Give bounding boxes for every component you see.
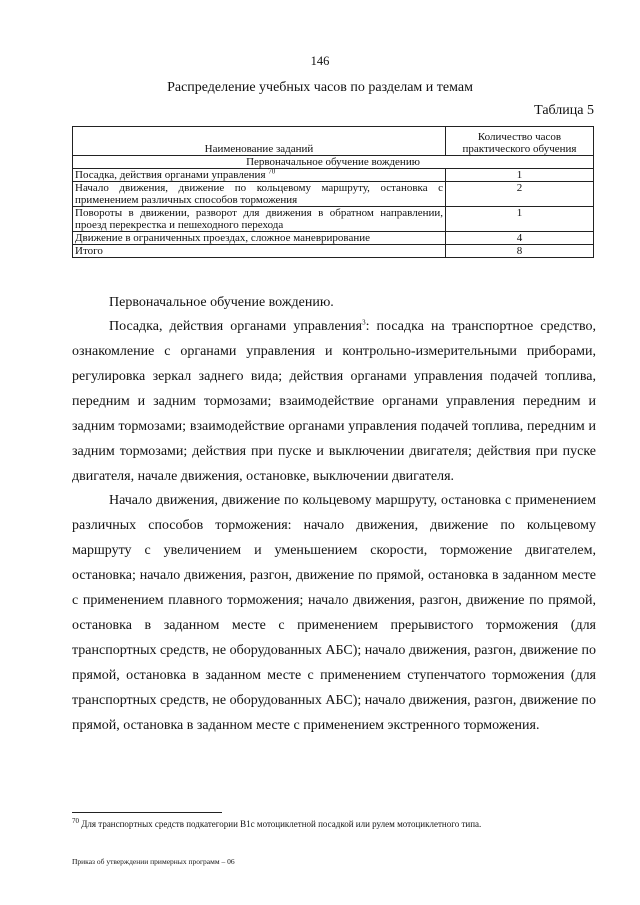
hours-cell: 1 <box>446 207 594 232</box>
footnote: $^{70}$ Для транспортных средств подкатегории В1с мотоциклетной посадкой или рулем мотоциклетного типа. <box>72 817 482 829</box>
body-paragraph: Начало движения, движение по кольцевому маршруту, остановка с применением различных способов торможения: начало движения, движение по кольцевому маршруту с увеличением и уменьшением скорости, торможение двигателем, остановка; начало движения, разгон, движение по прямой, остановка в заданном месте с применением плавного торможения; начало движения, разгон, движение по прямой, остановка в заданном месте с применением прерывистого торможения (для транспортных средств, не оборудованных АБС); начало движения, разгон, движение по прямой, остановка в заданном месте с применением ступенчатого торможения (для транспортных средств, не оборудованных АБС); начало движения, разгон, движение по прямой, остановка в заданном месте с применением экстренного торможения. <box>72 493 596 733</box>
task-name-cell: Начало движения, движение по кольцевому маршруту, остановка с применением различных способов торможения <box>73 182 446 207</box>
footnote-ref: 70 <box>268 167 276 176</box>
header-task-name: Наименование заданий <box>73 127 446 156</box>
header-hours: Количество часов практического обучения <box>446 127 594 156</box>
page-title: Распределение учебных часов по разделам и темам <box>167 80 473 95</box>
body-paragraph-heading: Первоначальное обучение вождению. <box>109 295 334 310</box>
hours-cell: 1 <box>446 169 594 182</box>
footnote-mark: 70 <box>72 817 79 825</box>
page-footer: Приказ об утверждении примерных программ – 06 <box>72 857 235 866</box>
table-row <box>73 169 594 182</box>
hours-table <box>72 126 594 258</box>
table-row <box>73 207 594 232</box>
table-row <box>73 232 594 245</box>
body-paragraph: Посадка, действия органами управления$^3$: посадка на транспортное средство, ознакомление с органами управления и контрольно-измерительными приборами, регулировка зеркал заднего вида; действия органами управления подачей топлива, передним и задним тормозами; взаимодействие органами управления передним и задним тормозами; взаимодействие органами управления подачей топлива, передним и задним тормозами; действия при пуске и выключении двигателя; действия при пуске двигателя, начале движения, остановке, выключении двигателя. <box>72 318 596 484</box>
task-name-cell: Повороты в движении, разворот для движения в обратном направлении, проезд перекрестка и пешеходного перехода <box>73 207 446 232</box>
page-number: 146 <box>310 54 330 68</box>
task-name-cell: Движение в ограниченных проездах, сложное маневрирование <box>73 232 446 245</box>
footnote-ref: 3 <box>362 318 366 327</box>
table-section-row <box>73 156 594 169</box>
section-title: Первоначальное обучение вождению <box>73 156 594 169</box>
table-header-row <box>73 127 594 156</box>
table-total-row <box>73 245 594 258</box>
table-row <box>73 182 594 207</box>
total-hours-cell: 8 <box>446 245 594 258</box>
footnote-divider <box>72 812 222 813</box>
task-name-cell: Посадка, действия органами управления $^{70}$ <box>73 169 446 182</box>
hours-cell: 2 <box>446 182 594 207</box>
total-label-cell: Итого <box>73 245 446 258</box>
hours-cell: 4 <box>446 232 594 245</box>
table-label: Таблица 5 <box>534 103 594 118</box>
